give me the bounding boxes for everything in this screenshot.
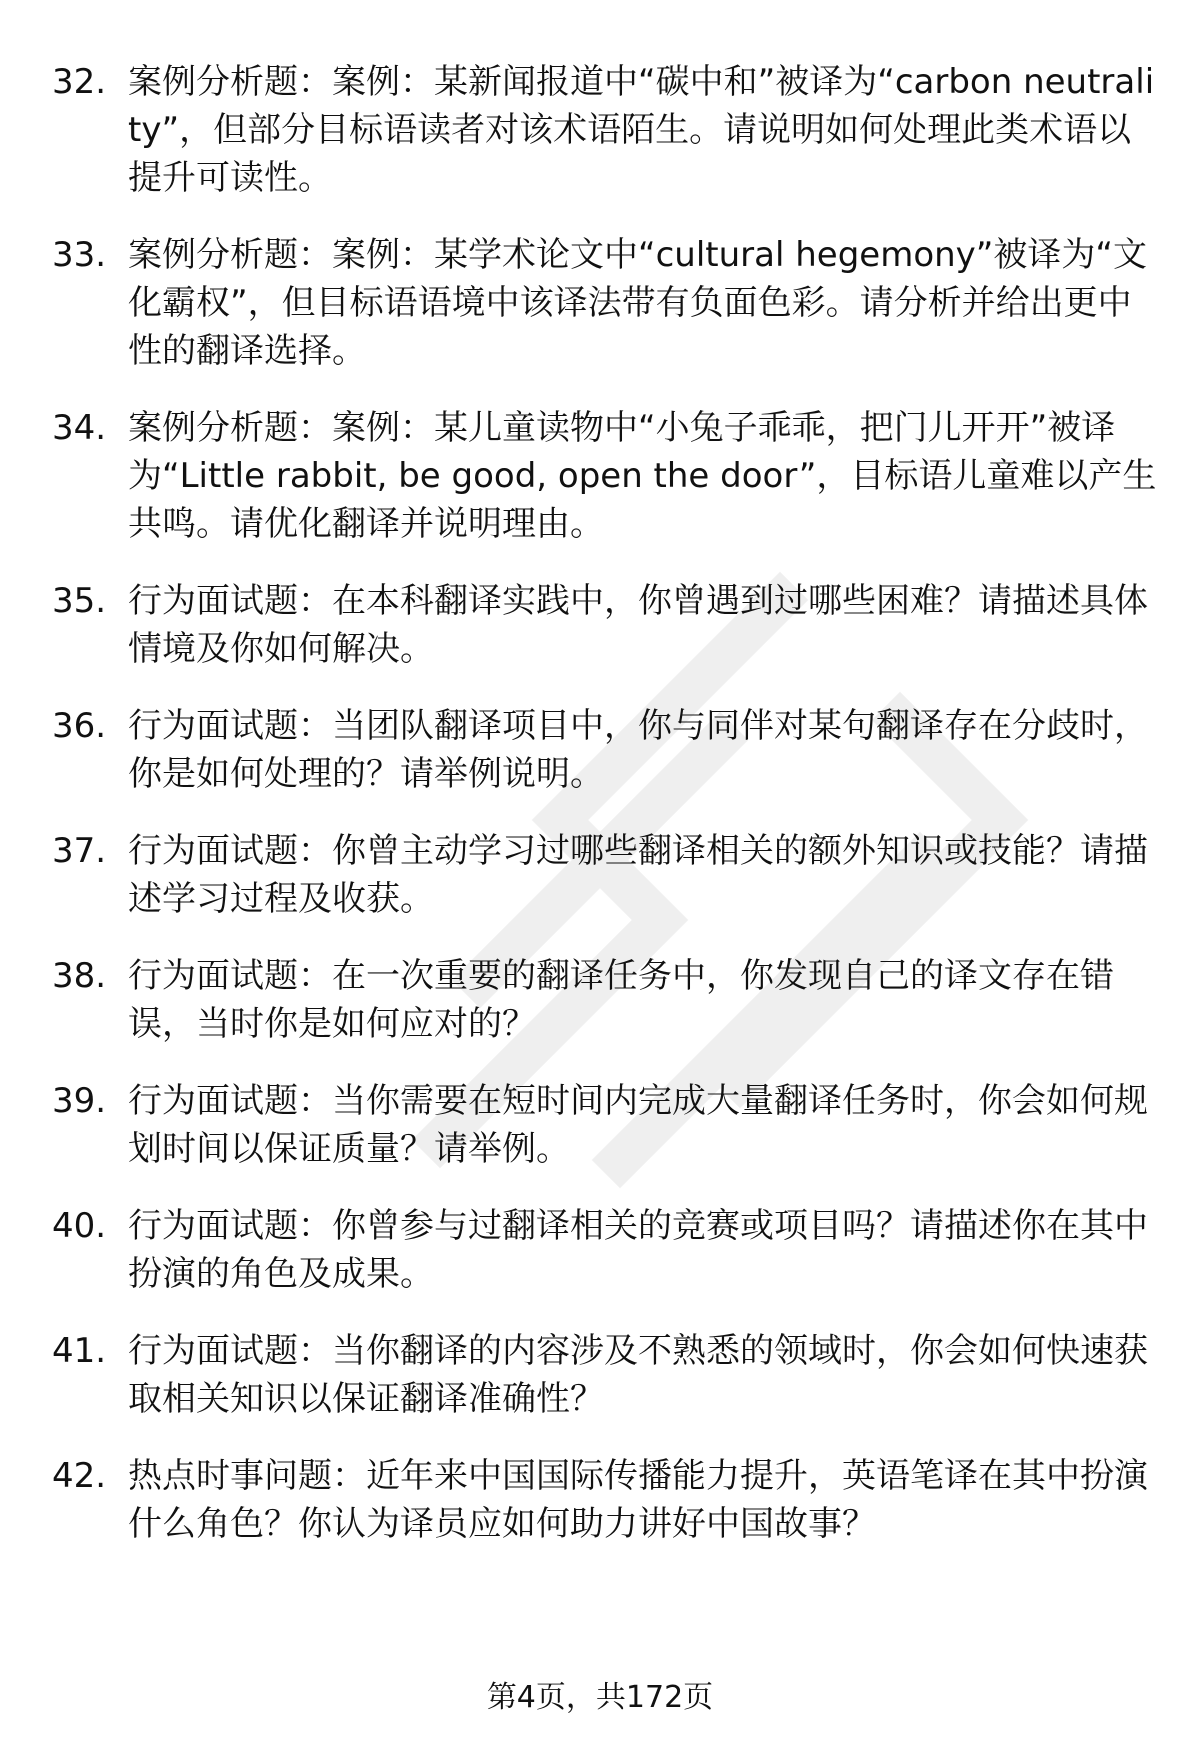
question-number: 33. bbox=[52, 235, 107, 275]
question-text: 行为面试题：你曾主动学习过哪些翻译相关的额外知识或技能？请描述学习过程及收获。 bbox=[128, 831, 1148, 919]
question-number: 36. bbox=[52, 706, 107, 746]
question-text: 案例分析题：案例：某新闻报道中“碳中和”被译为“carbon neutrality”，但部分目标语读者对该术语陌生。请说明如何处理此类术语以提升可读性。 bbox=[128, 62, 1155, 198]
question-number: 32. bbox=[52, 62, 107, 102]
question-number: 35. bbox=[52, 581, 107, 621]
question-list bbox=[52, 58, 1162, 1577]
question-item bbox=[52, 1202, 1162, 1298]
question-item bbox=[52, 58, 1162, 202]
question-item bbox=[52, 577, 1162, 673]
question-number: 40. bbox=[52, 1206, 107, 1246]
question-number: 38. bbox=[52, 956, 107, 996]
question-number: 37. bbox=[52, 831, 107, 871]
question-text: 行为面试题：在一次重要的翻译任务中，你发现自己的译文存在错误，当时你是如何应对的？ bbox=[128, 956, 1114, 1044]
question-item bbox=[52, 404, 1162, 548]
question-text: 案例分析题：案例：某学术论文中“cultural hegemony”被译为“文化霸权”，但目标语语境中该译法带有负面色彩。请分析并给出更中性的翻译选择。 bbox=[128, 235, 1148, 371]
question-number: 39. bbox=[52, 1081, 107, 1121]
question-number: 41. bbox=[52, 1331, 107, 1371]
question-item bbox=[52, 1327, 1162, 1423]
question-item bbox=[52, 702, 1162, 798]
question-text: 案例分析题：案例：某儿童读物中“小兔子乖乖，把门儿开开”被译为“Little rabbit, be good, open the door”，目标语儿童难以产生共鸣。请优化翻译并说明理由。 bbox=[128, 408, 1157, 544]
question-number: 42. bbox=[52, 1456, 107, 1496]
question-item bbox=[52, 231, 1162, 375]
question-number: 34. bbox=[52, 408, 107, 448]
question-text: 热点时事问题：近年来中国国际传播能力提升，英语笔译在其中扮演什么角色？你认为译员应如何助力讲好中国故事？ bbox=[128, 1456, 1148, 1544]
question-item bbox=[52, 1452, 1162, 1548]
question-text: 行为面试题：当你翻译的内容涉及不熟悉的领域时，你会如何快速获取相关知识以保证翻译准确性？ bbox=[128, 1331, 1148, 1419]
question-item bbox=[52, 827, 1162, 923]
question-text: 行为面试题：你曾参与过翻译相关的竞赛或项目吗？请描述你在其中扮演的角色及成果。 bbox=[128, 1206, 1148, 1294]
page-number-footer: 第4页，共172页 bbox=[486, 1680, 714, 1715]
question-item bbox=[52, 1077, 1162, 1173]
question-item bbox=[52, 952, 1162, 1048]
question-text: 行为面试题：当你需要在短时间内完成大量翻译任务时，你会如何规划时间以保证质量？请举例。 bbox=[128, 1081, 1148, 1169]
question-text: 行为面试题：在本科翻译实践中，你曾遇到过哪些困难？请描述具体情境及你如何解决。 bbox=[128, 581, 1148, 669]
question-text: 行为面试题：当团队翻译项目中，你与同伴对某句翻译存在分歧时，你是如何处理的？请举例说明。 bbox=[128, 706, 1148, 794]
